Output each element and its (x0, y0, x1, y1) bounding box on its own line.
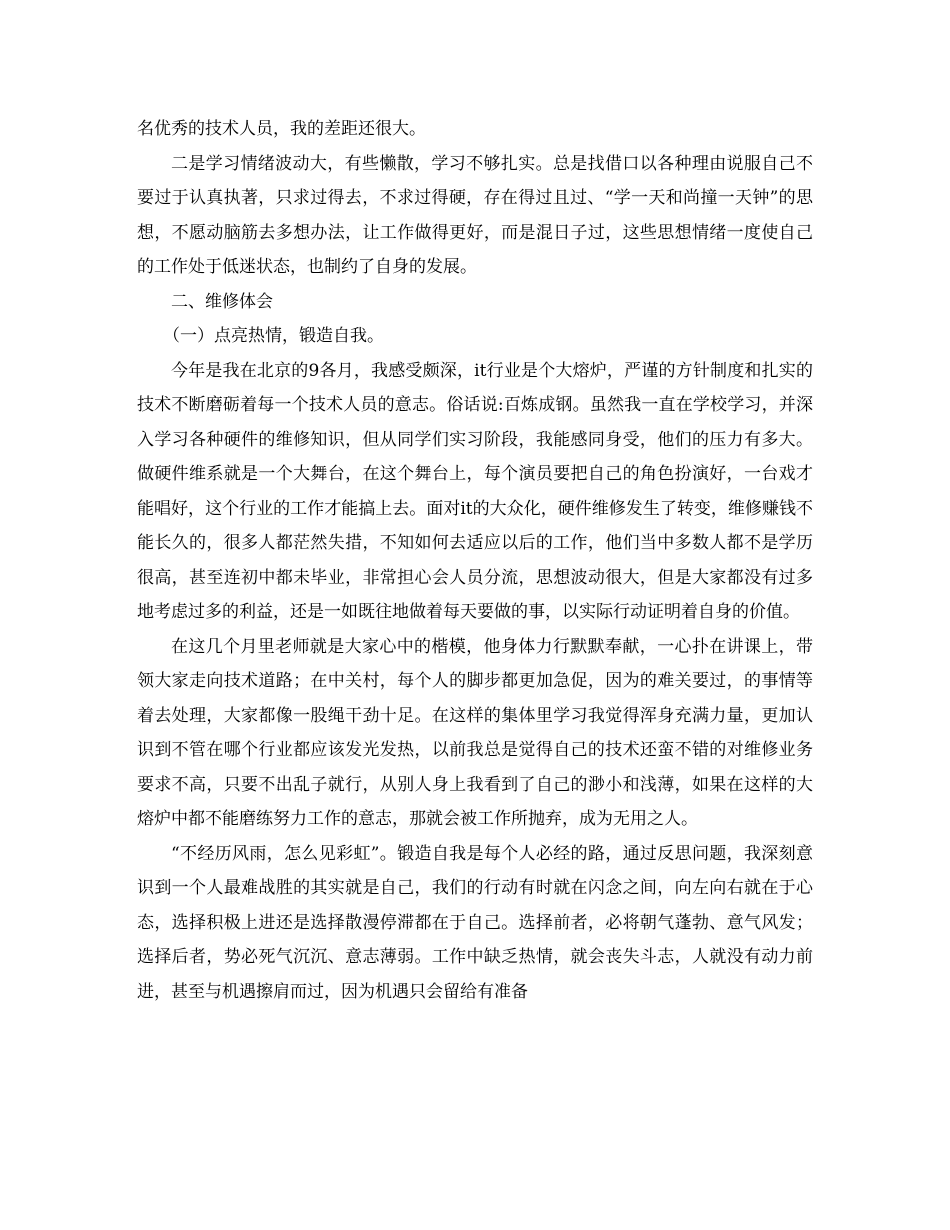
document-body (137, 112, 813, 1009)
paragraph-teacher-role-model: 在这几个月里老师就是大家心中的楷模，他身体力行默默奉献，一心扑在讲课上，带领大家走向技术道路；在中关村，每个人的脚步都更加急促，因为的难关要过，的事情等着去处理，大家都像一股绳干劲十足。在这样的集体里学习我觉得浑身充满力量，更加认识到不管在哪个行业都应该发光发热，以前我总是觉得自己的技术还蛮不错的对维修业务要求不高，只要不出乱子就行，从别人身上我看到了自己的渺小和浅薄，如果在这样的大熔炉中都不能磨练努力工作的意志，那就会被工作所抛弃，成为无用之人。 (137, 636, 813, 829)
paragraph-forge-self: “不经历风雨，怎么见彩虹”。锻造自我是每个人必经的路，通过反思问题，我深刻意识到一个人最难战胜的其实就是自己，我们的行动有时就在闪念之间，向左向右就在于心态，选择积极上进还是选择散漫停滞都在于自己。选择前者，必将朝气蓬勃、意气风发；选择后者，势必死气沉沉、意志薄弱。工作中缺乏热情，就会丧失斗志，人就没有动力前进，甚至与机遇擦肩而过，因为机遇只会留给有准备 (137, 843, 813, 1002)
section-heading-repair-experience: 二、维修体会 (171, 291, 273, 312)
paragraph-learning-mood: 二是学习情绪波动大，有些懒散，学习不够扎实。总是找借口以各种理由说服自己不要过于认真执著，只求过得去，不求过得硬，存在得过且过、“学一天和尚撞一天钟”的思想，不愿动脑筋去多想办法，让工作做得更好，而是混日子过，这些思想情绪一度使自己的工作处于低迷状态，也制约了自身的发展。 (137, 153, 813, 277)
paragraph-continuation: 名优秀的技术人员，我的差距还很大。 (137, 119, 426, 139)
subsection-heading-ignite-passion: （一）点亮热情，锻造自我。 (163, 326, 384, 346)
paragraph-beijing-experience: 今年是我在北京的9各月，我感受颇深，it行业是个大熔炉，严谨的方针制度和扎实的技术不断磨砺着每一个技术人员的意志。俗话说:百炼成钢。虽然我一直在学校学习，并深入学习各种硬件的维修知识，但从同学们实习阶段，我能感同身受，他们的压力有多大。做硬件维系就是一个大舞台，在这个舞台上，每个演员要把自己的角色扮演好，一台戏才能唱好，这个行业的工作才能搞上去。面对it的大众化，硬件维修发生了转变，维修赚钱不能长久的，很多人都茫然失措，不知如何去适应以后的工作，他们当中多数人都不是学历很高，甚至连初中都未毕业，非常担心会人员分流，思想波动很大，但是大家都没有过多地考虑过多的利益，还是一如既往地做着每天要做的事，以实际行动证明着自身的价值。 (137, 360, 813, 622)
